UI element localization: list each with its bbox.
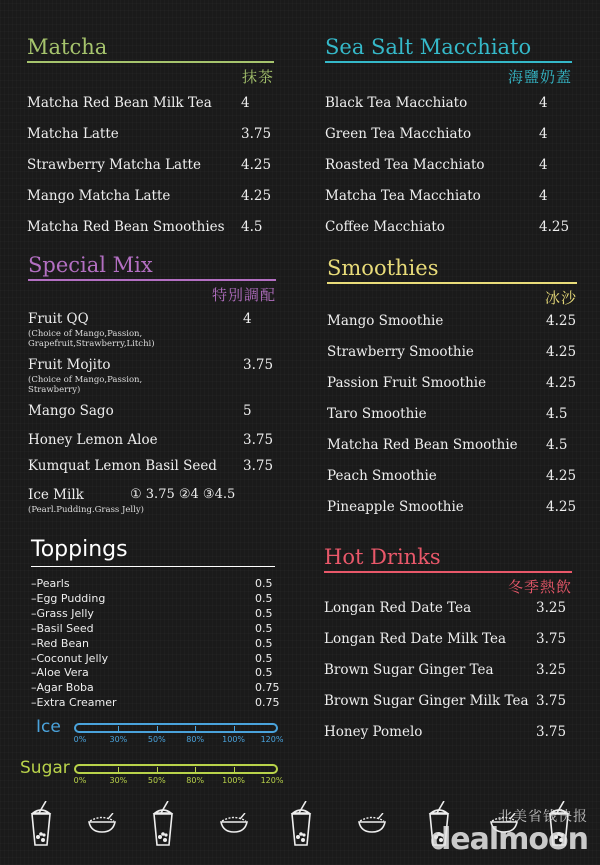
dealmoon-watermark-cn: 北美省钱快报 xyxy=(498,809,588,825)
topping-name: –Basil Seed xyxy=(31,621,94,635)
topping-name: –Aloe Vera xyxy=(31,666,89,680)
item-name: Honey Lemon Aloe xyxy=(28,432,158,448)
topping-name: –Coconut Jelly xyxy=(31,651,109,665)
item-price: 4.25 xyxy=(241,188,272,204)
item-name: Longan Red Date Milk Tea xyxy=(324,631,507,647)
hot-title: Hot Drinks xyxy=(324,545,441,569)
sugar-bar xyxy=(74,764,278,774)
item-price: 3.75 xyxy=(536,724,567,740)
item-name: Strawberry Matcha Latte xyxy=(27,157,201,173)
sugar-level: 100% xyxy=(222,776,246,785)
macchiato-title: Sea Salt Macchiato xyxy=(325,35,532,59)
item-name: Matcha Red Bean Smoothies xyxy=(27,219,225,235)
menu-item xyxy=(324,693,572,711)
item-name: Roasted Tea Macchiato xyxy=(325,157,485,173)
sugar-level: 0% xyxy=(73,776,87,785)
sugar-level: 30% xyxy=(109,776,128,785)
special-title: Special Mix xyxy=(28,253,153,277)
menu-item xyxy=(325,95,572,113)
topping-item xyxy=(31,696,280,710)
ice-tick xyxy=(195,726,196,731)
item-price: 4.25 xyxy=(241,157,272,173)
sugar-tick xyxy=(195,767,196,772)
sugar-level: 120% xyxy=(260,776,284,785)
menu-item xyxy=(327,313,577,331)
topping-price: 0.5 xyxy=(255,577,273,590)
topping-item xyxy=(31,592,277,606)
ice-level: 0% xyxy=(73,735,87,744)
menu-item xyxy=(327,344,577,362)
item-price: 4.25 xyxy=(546,375,577,391)
bowl-icon xyxy=(88,813,116,837)
ice-level: 50% xyxy=(147,735,166,744)
menu-item xyxy=(324,662,572,680)
item-name: Brown Sugar Ginger Tea xyxy=(324,662,494,678)
item-price: 3.25 xyxy=(536,600,567,616)
smoothies-title: Smoothies xyxy=(327,256,439,280)
topping-name: –Pearls xyxy=(31,577,70,590)
item-price: 4 xyxy=(243,311,252,327)
topping-name: –Grass Jelly xyxy=(31,606,94,620)
macchiato-section xyxy=(325,35,572,235)
hot-section xyxy=(324,545,572,740)
topping-item xyxy=(31,607,277,621)
menu-item xyxy=(27,157,274,175)
item-name: Matcha Latte xyxy=(27,126,119,142)
smoothies-section xyxy=(327,256,577,515)
matcha-title: Matcha xyxy=(27,35,108,59)
menu-item xyxy=(325,126,572,144)
bubble-tea-icon xyxy=(290,801,312,851)
item-price: 4 xyxy=(241,95,250,111)
item-name: Fruit QQ xyxy=(28,311,89,327)
menu-item xyxy=(324,724,572,742)
menu-item xyxy=(325,188,572,206)
item-price: 4 xyxy=(539,126,548,142)
ice-level: 120% xyxy=(260,735,284,744)
ice-tick xyxy=(234,726,235,731)
hot-title-cn: 冬季熱飲 xyxy=(507,578,572,596)
topping-name: –Agar Boba xyxy=(31,681,94,695)
topping-item xyxy=(31,637,277,651)
menu-item xyxy=(327,499,577,517)
menu-item xyxy=(28,432,276,450)
smoothies-title-cn: 冰沙 xyxy=(544,289,577,307)
item-price: 4.25 xyxy=(546,313,577,329)
menu-item xyxy=(27,188,274,206)
menu-item xyxy=(327,375,577,393)
menu-item xyxy=(28,311,276,349)
item-note: (Choice of Mango,Passion, xyxy=(28,375,143,385)
item-name: Matcha Red Bean Milk Tea xyxy=(27,95,212,111)
item-price: 3.75 xyxy=(243,458,274,474)
item-name: Longan Red Date Tea xyxy=(324,600,472,616)
item-price: 4.25 xyxy=(539,219,570,235)
item-price: 3.75 xyxy=(243,357,274,373)
topping-item xyxy=(31,622,277,636)
matcha-title-cn: 抹茶 xyxy=(241,68,274,86)
item-name: Black Tea Macchiato xyxy=(325,95,468,111)
sugar-tick xyxy=(234,767,235,772)
bubble-tea-icon xyxy=(30,801,52,851)
item-name: Green Tea Macchiato xyxy=(325,126,472,142)
sugar-label: Sugar xyxy=(20,758,70,778)
menu-item xyxy=(327,437,577,455)
item-price: 4.25 xyxy=(546,344,577,360)
item-name: Ice Milk xyxy=(28,487,84,503)
item-price: 3.75 xyxy=(536,693,567,709)
item-note: (Choice of Mango,Passion, xyxy=(28,329,143,339)
topping-price: 0.75 xyxy=(255,696,280,710)
item-name: Strawberry Smoothie xyxy=(327,344,474,360)
toppings-underline xyxy=(31,566,275,567)
item-note: (Pearl.Pudding.Grass Jelly) xyxy=(28,505,144,515)
topping-price: 0.5 xyxy=(255,621,273,635)
menu-item xyxy=(324,600,572,618)
menu-item xyxy=(27,219,274,237)
dealmoon-logo: dealmoon xyxy=(429,822,588,857)
toppings-section xyxy=(31,537,280,710)
menu-item xyxy=(28,458,276,476)
topping-price: 0.5 xyxy=(255,591,273,605)
menu-item xyxy=(325,157,572,175)
menu-item xyxy=(28,487,276,515)
special-title-cn: 特別調配 xyxy=(211,286,276,304)
ice-label: Ice xyxy=(36,717,61,737)
item-note: Grapefruit,Strawberry,Litchi) xyxy=(28,339,155,349)
item-name: Matcha Tea Macchiato xyxy=(325,188,481,204)
item-price: 4 xyxy=(539,157,548,173)
item-price: 4 xyxy=(539,95,548,111)
item-name: Taro Smoothie xyxy=(327,406,427,422)
special-underline xyxy=(28,279,276,281)
item-name: Fruit Mojito xyxy=(28,357,111,373)
item-name: Mango Sago xyxy=(28,403,114,419)
topping-item xyxy=(31,681,280,695)
menu-item xyxy=(27,126,274,144)
sugar-level: 50% xyxy=(147,776,166,785)
sugar-tick xyxy=(118,767,119,772)
item-price: 4.5 xyxy=(546,437,568,453)
topping-item xyxy=(31,652,277,666)
ice-level: 30% xyxy=(109,735,128,744)
item-price: 4 xyxy=(539,188,548,204)
menu-item xyxy=(28,357,276,395)
ice-level: 80% xyxy=(186,735,205,744)
hot-underline xyxy=(324,571,572,573)
menu-item xyxy=(27,95,274,113)
item-price: 3.75 xyxy=(243,432,274,448)
topping-price: 0.5 xyxy=(255,636,273,650)
matcha-section xyxy=(27,35,274,235)
item-price: 4.25 xyxy=(546,468,577,484)
topping-price: 0.5 xyxy=(255,606,273,620)
item-price: 3.25 xyxy=(536,662,567,678)
macchiato-underline xyxy=(325,61,572,63)
item-price: 3.75 xyxy=(536,631,567,647)
item-name: Passion Fruit Smoothie xyxy=(327,375,487,391)
item-name: Mango Matcha Latte xyxy=(27,188,171,204)
menu-item xyxy=(325,219,572,237)
item-name: Kumquat Lemon Basil Seed xyxy=(28,458,217,474)
smoothies-underline xyxy=(327,282,577,284)
bowl-icon xyxy=(358,813,386,837)
item-name: Brown Sugar Ginger Milk Tea xyxy=(324,693,529,709)
topping-price: 0.75 xyxy=(255,681,280,695)
item-name: Matcha Red Bean Smoothie xyxy=(327,437,518,453)
ice-tick xyxy=(157,726,158,731)
topping-name: –Red Bean xyxy=(31,636,89,650)
item-note: Strawberry) xyxy=(28,385,81,395)
item-price: 4.5 xyxy=(241,219,263,235)
ice-bar xyxy=(74,723,278,733)
ice-tick xyxy=(118,726,119,731)
topping-price: 0.5 xyxy=(255,651,273,665)
item-name: Pineapple Smoothie xyxy=(327,499,464,515)
menu-item xyxy=(327,406,577,424)
item-price: ① 3.75 ②4 ③4.5 xyxy=(130,487,236,502)
matcha-underline xyxy=(27,61,274,63)
menu-item xyxy=(324,631,572,649)
toppings-title: Toppings xyxy=(31,537,128,562)
bowl-icon xyxy=(220,813,248,837)
dealmoon-watermark xyxy=(430,806,588,857)
topping-name: –Extra Creamer xyxy=(31,696,117,710)
special-section xyxy=(28,253,276,515)
sugar-tick xyxy=(157,767,158,772)
sugar-level: 80% xyxy=(186,776,205,785)
item-name: Coffee Macchiato xyxy=(325,219,445,235)
macchiato-title-cn: 海鹽奶蓋 xyxy=(507,68,572,86)
bubble-tea-icon xyxy=(152,801,174,851)
topping-item xyxy=(31,577,277,591)
menu-item xyxy=(28,403,276,421)
topping-name: –Egg Pudding xyxy=(31,591,106,605)
item-name: Honey Pomelo xyxy=(324,724,423,740)
item-price: 4.5 xyxy=(546,406,568,422)
topping-price: 0.5 xyxy=(255,666,273,680)
item-price: 3.75 xyxy=(241,126,272,142)
item-price: 5 xyxy=(243,403,252,419)
ice-level: 100% xyxy=(222,735,246,744)
item-name: Mango Smoothie xyxy=(327,313,444,329)
item-price: 4.25 xyxy=(546,499,577,515)
menu-item xyxy=(327,468,577,486)
topping-item xyxy=(31,666,277,680)
item-name: Peach Smoothie xyxy=(327,468,437,484)
